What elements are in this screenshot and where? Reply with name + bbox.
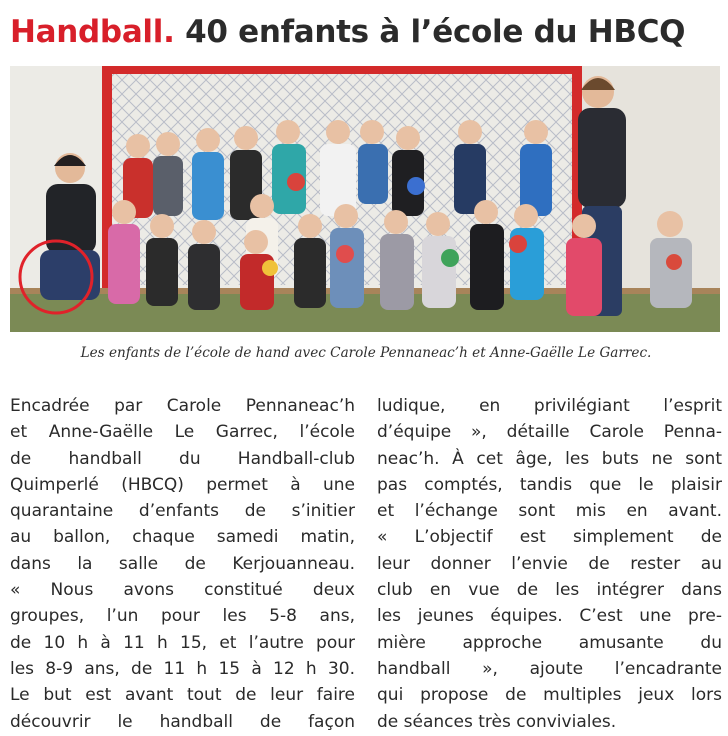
text-line: « L’objectif est simplement de xyxy=(377,527,722,548)
text-line: de séances très conviviales. xyxy=(377,711,617,732)
headline-title: 40 enfants à l’école du HBCQ xyxy=(185,14,686,50)
text-line: quarantaine d’enfants de s’initier xyxy=(10,501,355,522)
text-line: neac’h. À cet âge, les buts ne sont xyxy=(377,448,722,469)
text-line: découvrir le handball de façon xyxy=(10,711,355,732)
text-line: et l’échange sont mis en avant. xyxy=(377,501,722,522)
text-line: au ballon, chaque samedi matin, xyxy=(10,527,355,548)
text-line: groupes, l’un pour les 5-8 ans, xyxy=(10,606,355,627)
text-line: de 10 h à 11 h 15, et l’autre pour xyxy=(10,632,355,653)
article-column-right xyxy=(377,393,722,735)
text-line: Encadrée par Carole Pennaneac’h xyxy=(10,396,355,416)
headline xyxy=(10,8,722,56)
text-line: handball », ajoute l’encadrante xyxy=(377,658,722,679)
text-line: de handball du Handball-club xyxy=(10,448,355,469)
text-line: mière approche amusante du xyxy=(377,632,722,653)
text-line: Quimperlé (HBCQ) permet à une xyxy=(10,474,355,495)
photo-caption: Les enfants de l’école de hand avec Carole Pennaneac’h et Anne-Gaëlle Le Garrec. xyxy=(80,345,652,361)
text-line: les 8-9 ans, de 11 h 15 à 12 h 30. xyxy=(10,658,355,679)
goal-crossbar xyxy=(102,66,582,74)
article-column-left xyxy=(10,393,355,735)
text-line: qui propose de multiples jeux lors xyxy=(377,685,722,706)
text-line: Le but est avant tout de leur faire xyxy=(10,685,355,706)
text-line: les jeunes équipes. C’est une pre- xyxy=(377,606,722,627)
text-line: dans la salle de Kerjouanneau. xyxy=(10,553,355,574)
headline-kicker: Handball. xyxy=(10,14,175,50)
text-line: d’équipe », détaille Carole Penna- xyxy=(377,422,722,443)
text-line: ludique, en privilégiant l’esprit xyxy=(377,396,722,416)
text-line: et Anne-Gaëlle Le Garrec, l’école xyxy=(10,422,355,443)
text-line: pas comptés, tandis que le plaisir xyxy=(377,474,722,495)
article-photo xyxy=(10,66,720,332)
text-line: club en vue de les intégrer dans xyxy=(377,580,722,601)
text-line: leur donner l’envie de rester au xyxy=(377,553,722,574)
text-line: « Nous avons constitué deux xyxy=(10,580,355,601)
